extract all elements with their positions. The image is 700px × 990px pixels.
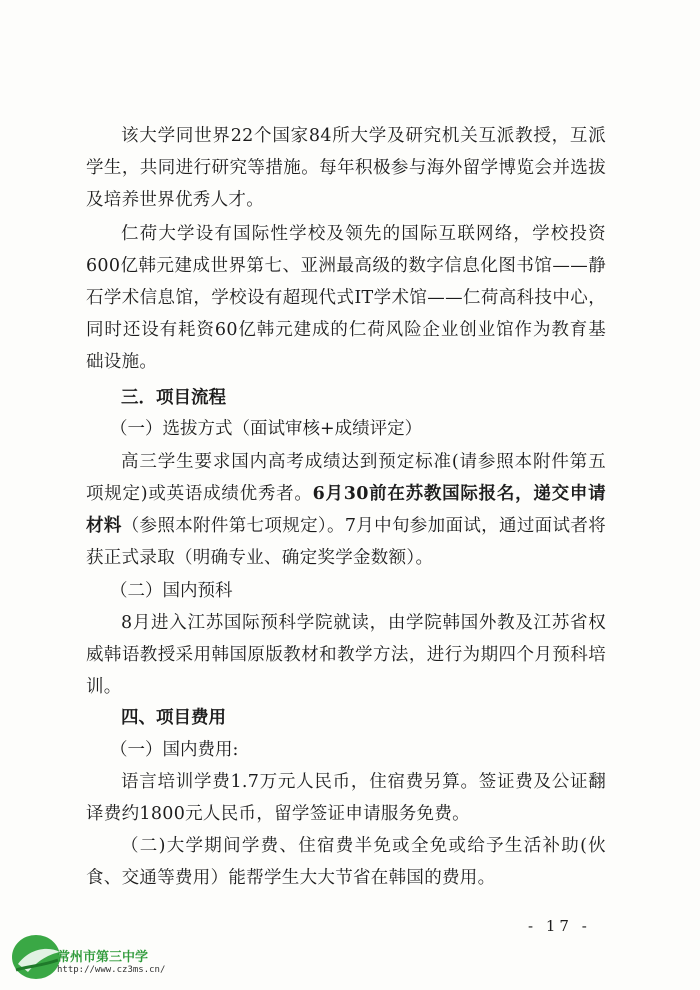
paragraph-domestic-fees: 语言培训学费1.7万元人民币，住宿费另算。签证费及公证翻译费约1800元人民币，留学签证申请服务免费。 [86,772,606,824]
selection-text-a: 高三学生要求国内高考成绩达到预定标准(请参照本附件第五项规定)或英语成绩优秀者。 [86,452,606,504]
subheading-selection: （一）选拔方式（面试审核+成绩评定） [110,419,423,439]
subheading-domestic-fees: （一）国内费用: [110,740,239,760]
paragraph-exchange: 该大学同世界22个国家84所大学及研究机关互派教授，互派学生，共同进行研究等措施。每年积极参与海外留学博览会并选拔及培养世界优秀人才。 [86,126,606,210]
subheading-preparatory: （二）国内预科 [110,581,233,601]
section-heading-fees: 四、项目费用 [121,708,226,728]
watermark-school-name: 常州市第三中学 [57,950,149,965]
paragraph-selection [86,446,606,574]
selection-text-c: （参照本附件第七项规定）。7月中旬参加面试，通过面试者将获正式录取（明确专业、确定奖学金数额）。 [86,516,606,568]
selection-deadline-text: 6月30前在苏教国际报名，递交申请材料 [86,484,606,536]
paragraph-preparatory: 8月进入江苏国际预科学院就读，由学院韩国外教及江苏省权威韩语教授采用韩国原版教材和教学方法，进行为期四个月预科培训。 [86,613,606,697]
page-number: - 17 - [528,917,591,935]
paragraph-facilities: 仁荷大学设有国际性学校及领先的国际互联网络，学校投资600亿韩元建成世界第七、亚洲最高级的数字信息化图书馆——静石学术信息馆，学校设有超现代式IT学术馆——仁荷高科技中心，同时还设有耗资60亿韩元建成的仁荷风险企业创业馆作为教育基础设施。 [86,224,606,372]
section-heading-process: 三．项目流程 [121,388,226,408]
watermark-url: http://www.cz3ms.cn/ [57,965,166,975]
paragraph-university-fees: （二)大学期间学费、住宿费半免或全免或给予生活补助(伙食、交通等费用）能帮学生大大节省在韩国的费用。 [86,836,606,888]
